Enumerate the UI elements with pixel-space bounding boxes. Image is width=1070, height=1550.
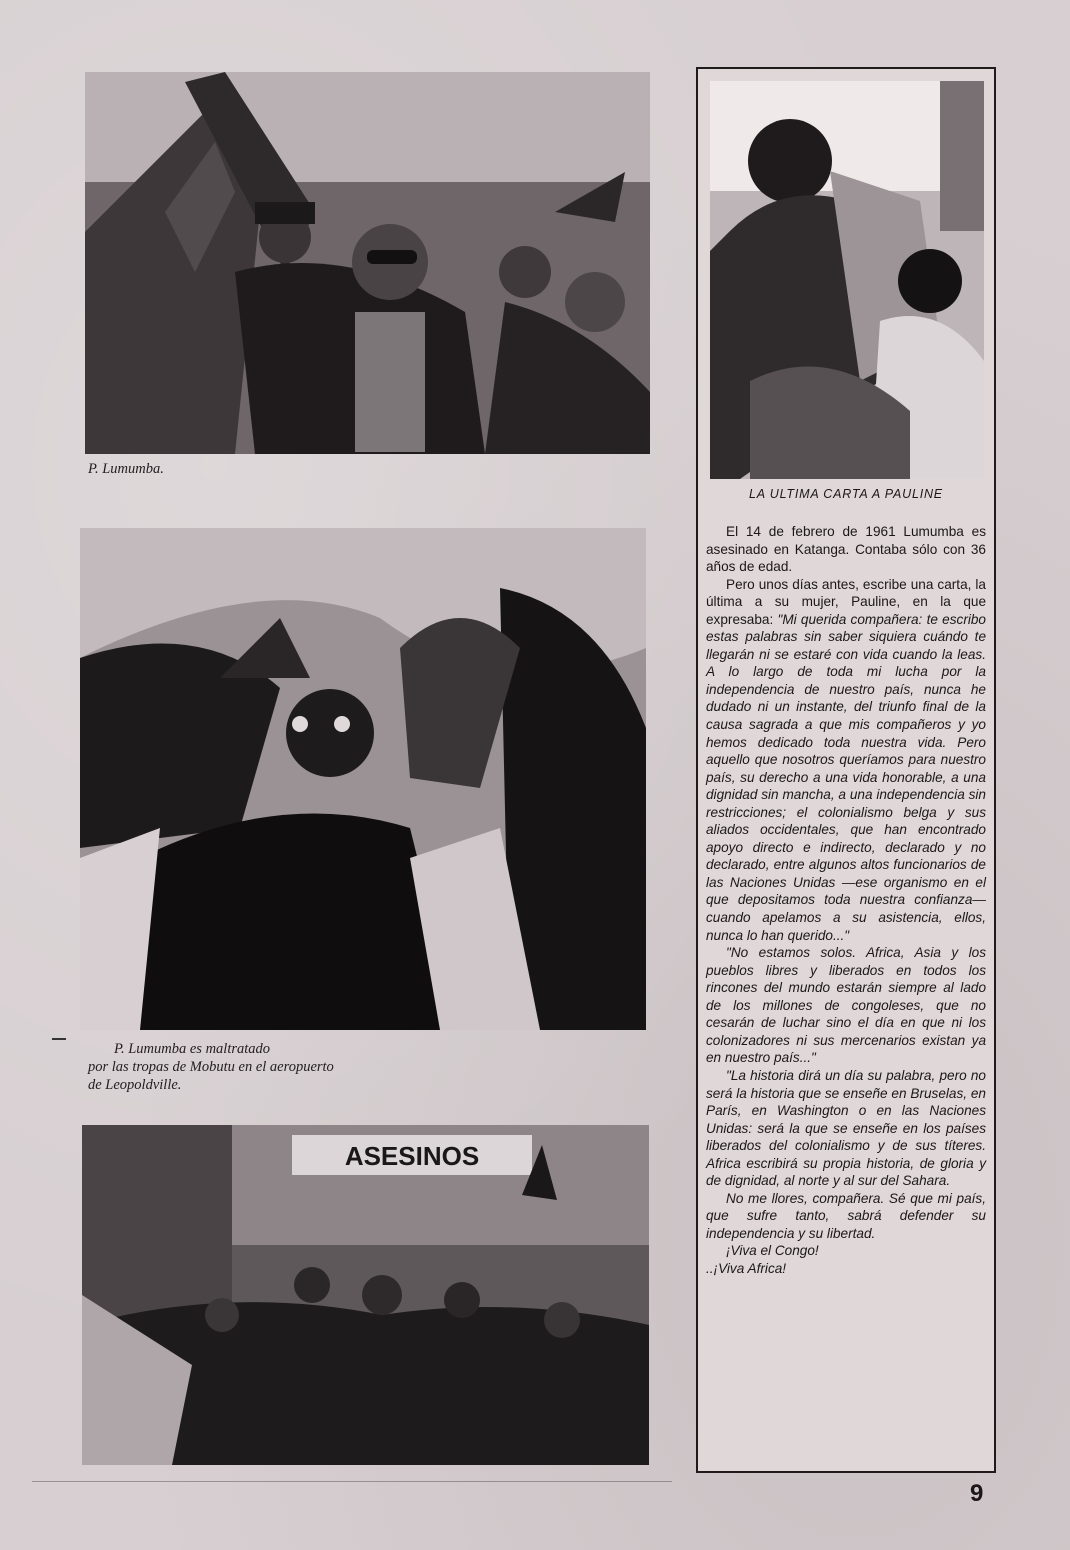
caption-dash bbox=[52, 1038, 66, 1040]
letter-paragraph-3: "No estamos solos. Africa, Asia y los pueblos libres y liberados en todos los rincones del mundo estarán siempre al lado de los millones de congoleses, que no cesarán de luchar sino el día en que ni los colonizadores ni sus mercenarios existan ya en nuestro país..." bbox=[706, 945, 986, 1066]
letter-sidebar bbox=[696, 67, 996, 1473]
photo-lumumba-crowd bbox=[85, 72, 650, 454]
footer-rule bbox=[32, 1481, 672, 1482]
photo-2-caption-line-1: P. Lumumba es maltratado bbox=[114, 1041, 271, 1057]
photo-2-caption-line-2: por las tropas de Mobutu en el aeropuerto bbox=[88, 1059, 334, 1075]
photo-1-caption: P. Lumumba. bbox=[88, 461, 164, 477]
photo-lumumba-mistreated bbox=[80, 528, 646, 1030]
photo-2-caption-line-3: de Leopoldville. bbox=[88, 1077, 182, 1093]
letter-paragraph-4: "La historia dirá un día su palabra, pero no será la historia que se enseñe en Bruselas, en París, en Washington o en las Naciones Unidas: será la que se enseñe en los países liberados del colonialismo y de sus títeres. Africa escribirá su propia historia, de gloria y de dignidad, al norte y al sur del Sahara. bbox=[706, 1067, 986, 1189]
letter-title: LA ULTIMA CARTA A PAULINE bbox=[749, 487, 943, 501]
photo-demonstration bbox=[82, 1125, 649, 1465]
letter-paragraph-5: No me llores, compañera. Sé que mi país, que sufre tanto, sabrá defender su independencia y su libertad. bbox=[706, 1190, 986, 1241]
photo-pauline-and-child bbox=[710, 81, 984, 479]
letter-paragraph-2 bbox=[706, 576, 986, 944]
photo-2-caption bbox=[88, 1040, 448, 1094]
protest-banner-text: ASESINOS bbox=[344, 1141, 480, 1171]
letter-closing-2: ..¡Viva Africa! bbox=[706, 1260, 787, 1276]
letter-paragraph-2-quote: "Mi querida compañera: te escribo estas palabras sin saber siquiera cuándo te llegarán ni se estaré con vida cuando la leas. A lo largo de toda mi lucha por la independencia de nuestro país, nunca he dudado ni un instante, del triunfo final de la causa sagrada a que mis compañeros y yo hemos dedicado toda nuestra vida. Pero aquello que nosotros queríamos para nuestro país, su derecho a una vida honorable, a una dignidad sin mancha, a una independencia sin restricciones; el colonialismo belga y sus aliados occidentales, que han encontrado apoyo directo e indirecto, declarado y no declarado, entre algunos altos funcionarios de las Naciones Unidas —ese organismo en el que depositamos toda nuestra confianza— cuando apelamos a su asistencia, ellos, nunca lo han querido..." bbox=[706, 611, 986, 943]
letter-closing-1: ¡Viva el Congo! bbox=[726, 1243, 819, 1259]
letter-body bbox=[706, 523, 986, 1278]
letter-paragraph-2-intro: Pero unos días antes, escribe una carta, la última a su mujer, Pauline, en la que expresaba: bbox=[706, 576, 986, 627]
letter-paragraph-1: El 14 de febrero de 1961 Lumumba es asesinado en Katanga. Contaba sólo con 36 años de edad. bbox=[706, 524, 986, 575]
page-number: 9 bbox=[970, 1480, 984, 1507]
